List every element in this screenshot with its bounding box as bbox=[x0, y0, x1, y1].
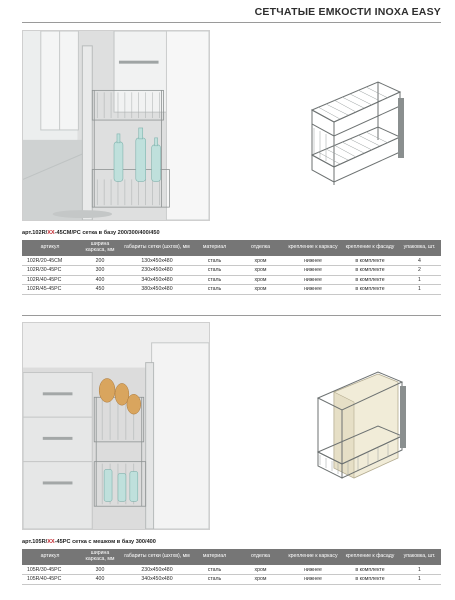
table-cell: сталь bbox=[192, 575, 237, 585]
table-header-row bbox=[22, 240, 441, 256]
section1-caption bbox=[22, 230, 160, 236]
column-header: материал bbox=[192, 240, 237, 256]
table-cell: 102R/40-45PC bbox=[22, 275, 78, 285]
section2-caption-highlight: XX bbox=[47, 539, 55, 545]
column-header: габариты сетки (шхгхв), мм bbox=[122, 240, 192, 256]
column-header: ширина каркаса, мм bbox=[78, 549, 122, 565]
table-cell: 230x450x480 bbox=[122, 266, 192, 276]
table-cell: хром bbox=[237, 275, 284, 285]
bag-rack-product-drawing bbox=[312, 360, 410, 490]
table-cell: 102R/45-45PC bbox=[22, 285, 78, 295]
table-cell: нижнее bbox=[284, 275, 342, 285]
table-cell: 105R/30-45PC bbox=[22, 565, 78, 575]
table-row bbox=[22, 275, 441, 285]
table-cell: 230x450x480 bbox=[122, 565, 192, 575]
table-cell: 105R/40-45PC bbox=[22, 575, 78, 585]
table-cell: 340x450x480 bbox=[122, 575, 192, 585]
table-cell: 300 bbox=[78, 266, 122, 276]
table-cell: в комплекте bbox=[342, 565, 398, 575]
column-header: упаковка, шт. bbox=[398, 240, 441, 256]
table-row bbox=[22, 565, 441, 575]
bottle-rack-product-drawing bbox=[300, 70, 410, 195]
table-cell: в комплекте bbox=[342, 256, 398, 266]
table-cell: 1 bbox=[398, 575, 441, 585]
table-cell: 340x450x480 bbox=[122, 275, 192, 285]
table-cell: 200 bbox=[78, 256, 122, 266]
table-cell: 400 bbox=[78, 575, 122, 585]
table-cell: 2 bbox=[398, 266, 441, 276]
table-cell: в комплекте bbox=[342, 266, 398, 276]
table-cell: 450 bbox=[78, 285, 122, 295]
column-header: крепление к каркасу bbox=[284, 240, 342, 256]
table-cell: нижнее bbox=[284, 565, 342, 575]
section2-spec-table bbox=[22, 549, 441, 585]
table-cell: сталь bbox=[192, 266, 237, 276]
table-cell: 102R/20-45CM bbox=[22, 256, 78, 266]
table-cell: нижнее bbox=[284, 256, 342, 266]
section1-caption-highlight: XX bbox=[47, 230, 55, 236]
table-header-row bbox=[22, 549, 441, 565]
table-cell: хром bbox=[237, 285, 284, 295]
section1-spec-table bbox=[22, 240, 441, 295]
column-header: ширина каркаса, мм bbox=[78, 240, 122, 256]
table-row bbox=[22, 575, 441, 585]
table-cell: в комплекте bbox=[342, 575, 398, 585]
kitchen-photo-bottle-rack bbox=[22, 30, 210, 221]
column-header: отделка bbox=[237, 549, 284, 565]
section1-caption-prefix: арт.102R/ bbox=[22, 230, 48, 236]
table-cell: сталь bbox=[192, 285, 237, 295]
section2-caption-prefix: арт.105R/ bbox=[22, 539, 48, 545]
table-cell: хром bbox=[237, 266, 284, 276]
table-cell: 380x450x480 bbox=[122, 285, 192, 295]
table-row bbox=[22, 256, 441, 266]
column-header: крепление к фасаду bbox=[342, 549, 398, 565]
table-cell: 400 bbox=[78, 275, 122, 285]
table-cell: 1 bbox=[398, 275, 441, 285]
table-cell: 102R/30-45PC bbox=[22, 266, 78, 276]
table-cell: хром bbox=[237, 565, 284, 575]
page-title: СЕТЧАТЫЕ ЕМКОСТИ INOXA EASY bbox=[254, 6, 441, 18]
table-cell: хром bbox=[237, 256, 284, 266]
table-cell: хром bbox=[237, 575, 284, 585]
table-cell: 4 bbox=[398, 256, 441, 266]
column-header: артикул bbox=[22, 549, 78, 565]
column-header: отделка bbox=[237, 240, 284, 256]
table-cell: сталь bbox=[192, 256, 237, 266]
table-cell: 1 bbox=[398, 285, 441, 295]
table-cell: в комплекте bbox=[342, 275, 398, 285]
column-header: артикул bbox=[22, 240, 78, 256]
table-cell: нижнее bbox=[284, 575, 342, 585]
table-cell: нижнее bbox=[284, 285, 342, 295]
table-cell: 1 bbox=[398, 565, 441, 575]
column-header: материал bbox=[192, 549, 237, 565]
table-cell: 130x450x480 bbox=[122, 256, 192, 266]
table-cell: сталь bbox=[192, 275, 237, 285]
column-header: крепление к фасаду bbox=[342, 240, 398, 256]
title-divider bbox=[22, 22, 441, 23]
section2-caption-suffix: -45PC сетка с мешком в базу 300/400 bbox=[54, 539, 156, 545]
table-cell: 300 bbox=[78, 565, 122, 575]
section2-caption bbox=[22, 539, 156, 545]
kitchen-photo-bag-rack bbox=[22, 322, 210, 530]
section-divider bbox=[22, 315, 441, 316]
column-header: упаковка, шт. bbox=[398, 549, 441, 565]
table-row bbox=[22, 285, 441, 295]
column-header: габариты сетки (шхгхв), мм bbox=[122, 549, 192, 565]
table-cell: нижнее bbox=[284, 266, 342, 276]
table-cell: в комплекте bbox=[342, 285, 398, 295]
table-cell: сталь bbox=[192, 565, 237, 575]
column-header: крепление к каркасу bbox=[284, 549, 342, 565]
table-row bbox=[22, 266, 441, 276]
section1-caption-suffix: -45CM/PC сетка в базу 200/300/400/450 bbox=[54, 230, 160, 236]
